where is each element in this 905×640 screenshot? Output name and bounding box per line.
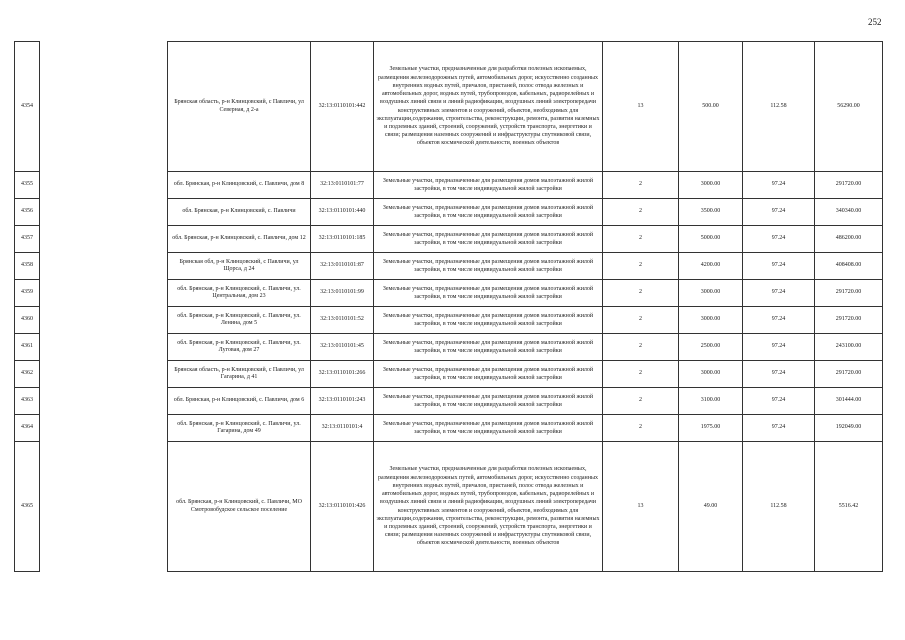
empty-column xyxy=(40,415,168,442)
cadastral-value: 301444.00 xyxy=(815,388,883,415)
row-number: 4356 xyxy=(15,199,40,226)
address: Брянская область, р-н Клинцовский, с Павличи, ул Гагарина, д 41 xyxy=(168,361,311,388)
row-number: 4364 xyxy=(15,415,40,442)
address: Брянская обл, р-н Клинцовский, с Павличи, ул Щорса, д 24 xyxy=(168,253,311,280)
table-row xyxy=(15,415,883,442)
specific-value: 97.24 xyxy=(743,199,815,226)
cadastral-value: 340340.00 xyxy=(815,199,883,226)
category-code: 2 xyxy=(603,388,679,415)
plot-area: 3000.00 xyxy=(679,307,743,334)
cadastral-number: 32:13:0110101:77 xyxy=(311,172,374,199)
land-purpose: Земельные участки, предназначенные для размещения домов малоэтажной жилой застройки, в том числе индивидуальной жилой застройки xyxy=(374,253,603,280)
cadastral-number: 32:13:0110101:426 xyxy=(311,442,374,572)
plot-area: 500.00 xyxy=(679,42,743,172)
cadastral-number: 32:13:0110101:185 xyxy=(311,226,374,253)
address: обл. Брянская, р-н Клинцовский, с. Павличи, ул. Луговая, дом 27 xyxy=(168,334,311,361)
empty-column xyxy=(40,361,168,388)
table-row xyxy=(15,226,883,253)
cadastral-number: 32:13:0110101:440 xyxy=(311,199,374,226)
specific-value: 97.24 xyxy=(743,415,815,442)
row-number: 4359 xyxy=(15,280,40,307)
plot-area: 1975.00 xyxy=(679,415,743,442)
cadastral-value: 291720.00 xyxy=(815,361,883,388)
specific-value: 97.24 xyxy=(743,226,815,253)
plot-area: 3000.00 xyxy=(679,280,743,307)
table-row xyxy=(15,172,883,199)
empty-column xyxy=(40,172,168,199)
specific-value: 97.24 xyxy=(743,280,815,307)
specific-value: 97.24 xyxy=(743,172,815,199)
empty-column xyxy=(40,307,168,334)
plot-area: 3100.00 xyxy=(679,388,743,415)
empty-column xyxy=(40,334,168,361)
cadastral-value: 192049.00 xyxy=(815,415,883,442)
category-code: 2 xyxy=(603,226,679,253)
land-purpose: Земельные участки, предназначенные для размещения домов малоэтажной жилой застройки, в том числе индивидуальной жилой застройки xyxy=(374,280,603,307)
cadastral-number: 32:13:0110101:266 xyxy=(311,361,374,388)
cadastral-value: 243100.00 xyxy=(815,334,883,361)
category-code: 13 xyxy=(603,442,679,572)
land-purpose: Земельные участки, предназначенные для разработки полезных ископаемых, размещения железнодорожных путей, автомобильных дорог, искусственно созданных внутренних водных путей, причалов, пристаней, полос отвода железных и автомобильных дорог, водных путей, трубопроводов, кабельных, радиорелейных и воздушных линий связи и линий радиофикации, воздушных линий электропередачи конструктивных элементов и сооружений, объектов, необходимых для эксплуатации,содержания, строительства, реконструкции, ремонта, развития наземных и подземных зданий, строений, сооружений, устройств транспорта, энергетики и связи; размещения наземных сооружений и инфраструктуры спутниковой связи, объектов космической деятельности, военных объектов xyxy=(374,442,603,572)
cadastral-number: 32:13:0110101:99 xyxy=(311,280,374,307)
specific-value: 97.24 xyxy=(743,388,815,415)
land-purpose: Земельные участки, предназначенные для размещения домов малоэтажной жилой застройки, в том числе индивидуальной жилой застройки xyxy=(374,388,603,415)
land-purpose: Земельные участки, предназначенные для размещения домов малоэтажной жилой застройки, в том числе индивидуальной жилой застройки xyxy=(374,199,603,226)
plot-area: 3000.00 xyxy=(679,361,743,388)
category-code: 2 xyxy=(603,280,679,307)
category-code: 2 xyxy=(603,172,679,199)
empty-column xyxy=(40,442,168,572)
table-row xyxy=(15,199,883,226)
row-number: 4358 xyxy=(15,253,40,280)
address: обл. Брянская, р-н Клинцовский, с. Павличи, дом 6 xyxy=(168,388,311,415)
address: обл. Брянская, р-н Клинцовский, с. Павличи xyxy=(168,199,311,226)
cadastral-value: 291720.00 xyxy=(815,280,883,307)
address: обл. Брянская, р-н Клинцовский, с. Павличи, ул. Гагарина, дом 49 xyxy=(168,415,311,442)
land-plots-table xyxy=(14,41,883,572)
row-number: 4357 xyxy=(15,226,40,253)
specific-value: 112.58 xyxy=(743,442,815,572)
empty-column xyxy=(40,253,168,280)
cadastral-number: 32:13:0110101:45 xyxy=(311,334,374,361)
plot-area: 4200.00 xyxy=(679,253,743,280)
table-row xyxy=(15,361,883,388)
cadastral-value: 291720.00 xyxy=(815,172,883,199)
empty-column xyxy=(40,226,168,253)
address: Брянская область, р-н Клинцовский, с Павличи, ул Северная, д 2-а xyxy=(168,42,311,172)
specific-value: 112.58 xyxy=(743,42,815,172)
category-code: 2 xyxy=(603,334,679,361)
category-code: 2 xyxy=(603,415,679,442)
empty-column xyxy=(40,42,168,172)
table-row xyxy=(15,388,883,415)
land-purpose: Земельные участки, предназначенные для размещения домов малоэтажной жилой застройки, в том числе индивидуальной жилой застройки xyxy=(374,334,603,361)
category-code: 13 xyxy=(603,42,679,172)
cadastral-value: 291720.00 xyxy=(815,307,883,334)
table-body xyxy=(15,42,883,572)
row-number: 4360 xyxy=(15,307,40,334)
plot-area: 2500.00 xyxy=(679,334,743,361)
cadastral-number: 32:13:0110101:87 xyxy=(311,253,374,280)
row-number: 4363 xyxy=(15,388,40,415)
row-number: 4361 xyxy=(15,334,40,361)
land-purpose: Земельные участки, предназначенные для размещения домов малоэтажной жилой застройки, в том числе индивидуальной жилой застройки xyxy=(374,415,603,442)
cadastral-value: 486200.00 xyxy=(815,226,883,253)
row-number: 4365 xyxy=(15,442,40,572)
table-row xyxy=(15,442,883,572)
row-number: 4355 xyxy=(15,172,40,199)
category-code: 2 xyxy=(603,253,679,280)
row-number: 4354 xyxy=(15,42,40,172)
specific-value: 97.24 xyxy=(743,253,815,280)
land-purpose: Земельные участки, предназначенные для размещения домов малоэтажной жилой застройки, в том числе индивидуальной жилой застройки xyxy=(374,226,603,253)
specific-value: 97.24 xyxy=(743,307,815,334)
empty-column xyxy=(40,388,168,415)
land-purpose: Земельные участки, предназначенные для размещения домов малоэтажной жилой застройки, в том числе индивидуальной жилой застройки xyxy=(374,172,603,199)
plot-area: 49.00 xyxy=(679,442,743,572)
land-purpose: Земельные участки, предназначенные для разработки полезных ископаемых, размещения железнодорожных путей, автомобильных дорог, искусственно созданных внутренних водных путей, причалов, пристаней, полос отвода железных и автомобильных дорог, водных путей, трубопроводов, кабельных, радиорелейных и воздушных линий связи и линий радиофикации, воздушных линий электропередачи конструктивных элементов и сооружений, объектов, необходимых для эксплуатации,содержания, строительства, реконструкции, ремонта, развития наземных и подземных зданий, строений, сооружений, устройств транспорта, энергетики и связи; размещения наземных сооружений и инфраструктуры спутниковой связи, объектов космической деятельности, военных объектов xyxy=(374,42,603,172)
empty-column xyxy=(40,199,168,226)
category-code: 2 xyxy=(603,361,679,388)
specific-value: 97.24 xyxy=(743,361,815,388)
page-number: 252 xyxy=(868,17,882,27)
plot-area: 5000.00 xyxy=(679,226,743,253)
address: обл. Брянская, р-н Клинцовский, с. Павличи, дом 8 xyxy=(168,172,311,199)
address: обл. Брянская, р-н Клинцовский, с. Павличи, ул. Ленина, дом 5 xyxy=(168,307,311,334)
table-row xyxy=(15,253,883,280)
table-row xyxy=(15,334,883,361)
plot-area: 3000.00 xyxy=(679,172,743,199)
cadastral-value: 56290.00 xyxy=(815,42,883,172)
category-code: 2 xyxy=(603,199,679,226)
cadastral-value: 408408.00 xyxy=(815,253,883,280)
table-row xyxy=(15,307,883,334)
category-code: 2 xyxy=(603,307,679,334)
land-purpose: Земельные участки, предназначенные для размещения домов малоэтажной жилой застройки, в том числе индивидуальной жилой застройки xyxy=(374,361,603,388)
address: обл. Брянская, р-н Клинцовский, с. Павличи, дом 12 xyxy=(168,226,311,253)
plot-area: 3500.00 xyxy=(679,199,743,226)
cadastral-value: 5516.42 xyxy=(815,442,883,572)
cadastral-number: 32:13:0110101:442 xyxy=(311,42,374,172)
table-row xyxy=(15,42,883,172)
empty-column xyxy=(40,280,168,307)
cadastral-number: 32:13:0110101:52 xyxy=(311,307,374,334)
cadastral-number: 32:13:0110101:243 xyxy=(311,388,374,415)
land-purpose: Земельные участки, предназначенные для размещения домов малоэтажной жилой застройки, в том числе индивидуальной жилой застройки xyxy=(374,307,603,334)
cadastral-number: 32:13:0110101:4 xyxy=(311,415,374,442)
address: обл. Брянская, р-н Клинцовский, с. Павличи, МО Смотровобудское сельское поселение xyxy=(168,442,311,572)
row-number: 4362 xyxy=(15,361,40,388)
specific-value: 97.24 xyxy=(743,334,815,361)
table-row xyxy=(15,280,883,307)
address: обл. Брянская, р-н Клинцовский, с. Павличи, ул. Центральная, дом 23 xyxy=(168,280,311,307)
